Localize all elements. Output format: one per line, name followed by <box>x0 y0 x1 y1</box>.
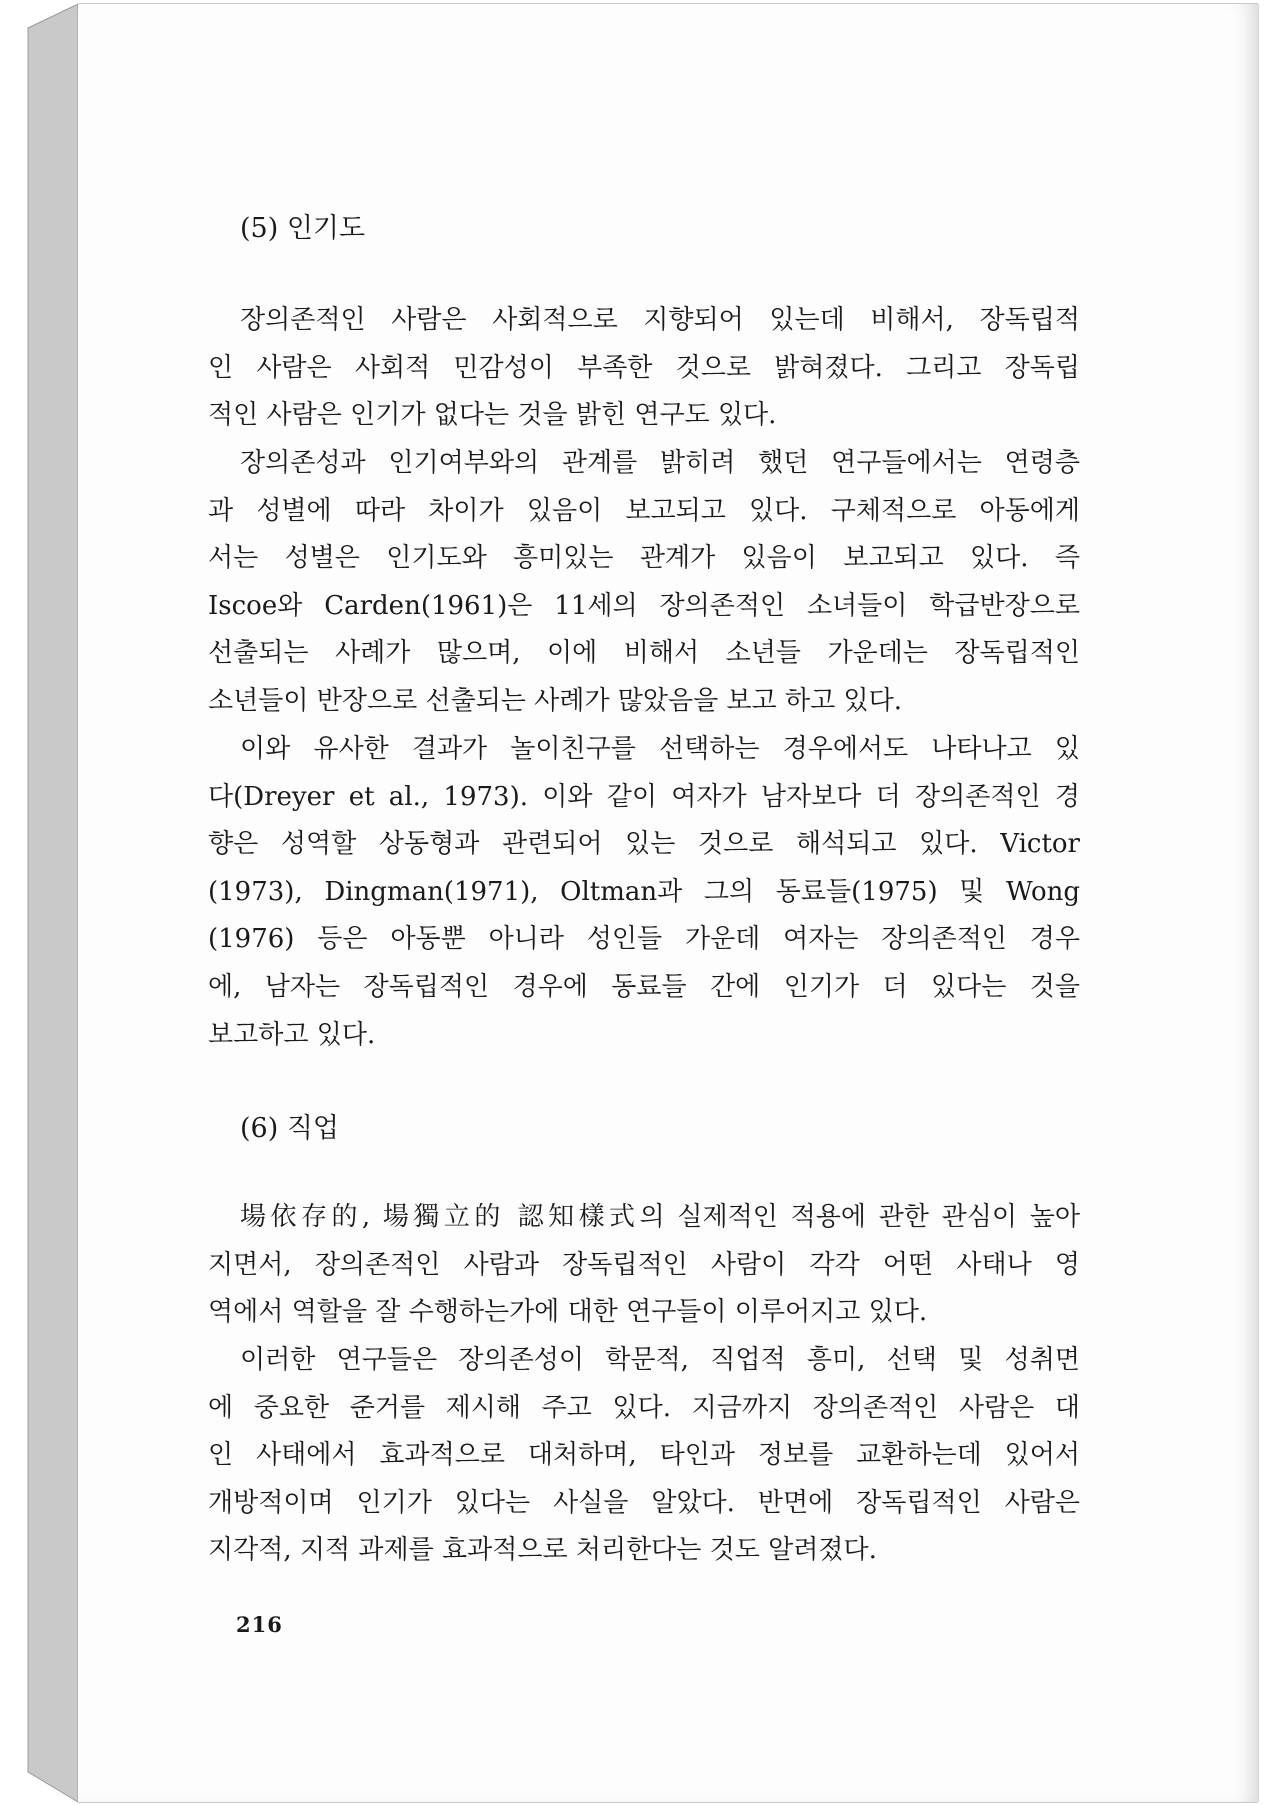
text-line: 역에서 역할을 잘 수행하는가에 대한 연구들이 이루어지고 있다. <box>208 1297 928 1328</box>
paragraph <box>208 1337 1080 1575</box>
text-line: 이러한 연구들은 장의존성이 학문적, 직업적 흥미, 선택 및 성취면 <box>240 1345 1080 1375</box>
text-line: Iscoe와 Carden(1961)은 11세의 장의존적인 소녀들이 학급반장으로 <box>208 590 1080 621</box>
text-line: 선출되는 사례가 많으며, 이에 비해서 소년들 가운데는 장독립적인 <box>208 638 1080 669</box>
paragraph <box>208 1194 1080 1337</box>
paragraph <box>208 297 1080 440</box>
text-line: 다(Dreyer et al., 1973). 이와 같이 여자가 남자보다 더 장의존적인 경 <box>208 781 1080 812</box>
text-line: 서는 성별은 인기도와 흥미있는 관계가 있음이 보고되고 있다. 즉 <box>208 543 1080 574</box>
text-line: 場依存的, 場獨立的 認知樣式의 실제적인 적용에 관한 관심이 높아 <box>240 1202 1080 1232</box>
paragraph <box>208 440 1080 726</box>
text-line: 에, 남자는 장독립적인 경우에 동료들 간에 인기가 더 있다는 것을 <box>208 971 1080 1002</box>
text-line: 지면서, 장의존적인 사람과 장독립적인 사람이 각각 어떤 사태나 영 <box>208 1249 1080 1280</box>
text-line: 에 중요한 준거를 제시해 주고 있다. 지금까지 장의존적인 사람은 대 <box>208 1392 1080 1423</box>
text-line: 인 사태에서 효과적으로 대처하며, 타인과 정보를 교환하는데 있어서 <box>208 1440 1080 1471</box>
text-line: 개방적이며 인기가 있다는 사실을 알았다. 반면에 장독립적인 사람은 <box>208 1487 1080 1518</box>
text-line: 장의존적인 사람은 사회적으로 지향되어 있는데 비해서, 장독립적 <box>240 305 1080 335</box>
text-line: 지각적, 지적 과제를 효과적으로 처리한다는 것도 알려졌다. <box>208 1535 877 1566</box>
text-line: 장의존성과 인기여부와의 관계를 밝히려 했던 연구들에서는 연령층 <box>240 448 1080 478</box>
text-line: 이와 유사한 결과가 놀이친구를 선택하는 경우에서도 나타나고 있 <box>240 734 1080 764</box>
text-line: (1973), Dingman(1971), Oltman과 그의 동료들(1975) 및 Wong <box>208 876 1080 907</box>
page-number: 216 <box>236 1612 283 1637</box>
section-heading-popularity: (5) 인기도 <box>240 213 366 244</box>
text-line: 인 사람은 사회적 민감성이 부족한 것으로 밝혀졌다. 그리고 장독립 <box>208 352 1080 383</box>
text-line: 적인 사람은 인기가 없다는 것을 밝힌 연구도 있다. <box>208 400 777 431</box>
text-line: 과 성별에 따라 차이가 있음이 보고되고 있다. 구체적으로 아동에게 <box>208 495 1080 526</box>
section-heading-occupation: (6) 직업 <box>240 1113 339 1144</box>
text-line: (1976) 등은 아동뿐 아니라 성인들 가운데 여자는 장의존적인 경우 <box>208 924 1080 955</box>
text-line: 보고하고 있다. <box>208 1019 376 1050</box>
paragraph <box>208 726 1080 1059</box>
text-line: 향은 성역할 상동형과 관련되어 있는 것으로 해석되고 있다. Victor <box>208 829 1080 860</box>
text-line: 소년들이 반장으로 선출되는 사례가 많았음을 보고 하고 있다. <box>208 685 903 716</box>
